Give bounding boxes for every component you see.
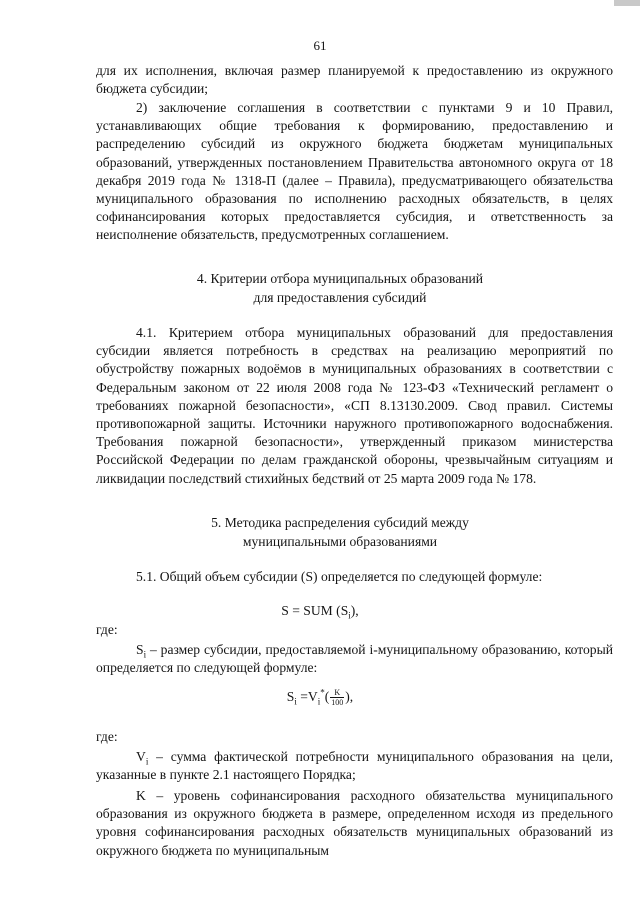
- formula2-fraction: [330, 688, 344, 707]
- formula-total-subsidy: [0, 602, 640, 620]
- vi-sub: i: [145, 756, 149, 767]
- si-text: – размер субсидии, предоставляемой i-муниципальному образованию, который определяется по следующей формуле:: [96, 642, 613, 676]
- where-label-1: где:: [96, 622, 118, 637]
- section-4-heading-line-2: для предоставления субсидий: [253, 290, 427, 305]
- formula2-s: S: [286, 689, 295, 704]
- formula2-eq: =V: [296, 689, 318, 704]
- formula2-v-sup: *: [320, 687, 325, 698]
- paragraph-si-definition: [96, 641, 613, 677]
- scan-edge-mark: [614, 0, 640, 6]
- paragraph-k-definition: K – уровень софинансирования расходного обязательства муниципального образования из окружного бюджета в размере, определенном исходя из предельного уровня софинансирования расходных обязательств муниципальных образований из окружного бюджета по муниципальным: [96, 788, 613, 858]
- formula1-rhs: ),: [350, 603, 359, 618]
- paragraph-5-1: 5.1. Общий объем субсидии (S) определяется по следующей формуле:: [136, 569, 543, 584]
- formula2-s-sub: i: [294, 696, 297, 707]
- section-4-heading-line-1: 4. Критерии отбора муниципальных образований: [196, 271, 484, 286]
- paragraph-item-2: 2) заключение соглашения в соответствии с пунктами 9 и 10 Правил, устанавливающих общие требования к формированию, предоставлению и распределению субсидий из окружного бюджета бюджетам муниципальных образований, утвержденных постановлением Правительства автономного округа от 18 декабря 2019 года № 1318-П (далее – Правила), предусматривающего обязательства муниципального образования по исполнению расходных обязательств, в целях софинансирования которых предоставляется субсидия, и ответственность за неисполнение обязательств, предусмотренных соглашением.: [96, 100, 613, 243]
- formula2-open: (: [324, 689, 330, 704]
- fraction-denominator: 100: [331, 698, 344, 708]
- fraction-numerator: K: [330, 688, 344, 698]
- formula1-lhs: S = SUM (S: [281, 603, 349, 618]
- section-5-heading-line-1: 5. Методика распределения субсидий между: [211, 515, 469, 530]
- si-symbol: S: [136, 642, 144, 657]
- where-label-2: где:: [96, 729, 118, 744]
- si-sub: i: [143, 649, 147, 660]
- formula2-v-sub: i: [317, 696, 321, 707]
- page-number: 61: [313, 38, 327, 53]
- paragraph-4-1: 4.1. Критерием отбора муниципальных образований для предоставления субсидии является потребность в средствах на реализацию мероприятий по обустройству пожарных водоёмов в муниципальных образованиях в соответствии с Федеральным законом от 22 июля 2008 года № 123-ФЗ «Технический регламент о требованиях пожарной безопасности», «СП 8.13130.2009. Свод правил. Системы противопожарной защиты. Источники наружного противопожарного водоснабжения. Требования пожарной безопасности», утвержденный приказом министерства Российской Федерации по делам гражданской обороны, чрезвычайным ситуациям и ликвидации последствий стихийных бедствий от 25 марта 2009 года № 178.: [96, 325, 613, 486]
- vi-symbol: V: [136, 749, 146, 764]
- section-5-heading-line-2: муниципальными образованиями: [242, 534, 438, 549]
- formula2-close: ),: [345, 689, 354, 704]
- paragraph-intro: для их исполнения, включая размер планируемой к предоставлению из окружного бюджета субсидии;: [96, 63, 613, 97]
- formula-subsidy-per-municipality: [0, 688, 640, 707]
- vi-text: – сумма фактической потребности муниципального образования на цели, указанные в пункте 2.1 настоящего Порядка;: [96, 749, 613, 783]
- paragraph-vi-definition: [96, 748, 613, 784]
- formula1-sub: i: [348, 610, 351, 621]
